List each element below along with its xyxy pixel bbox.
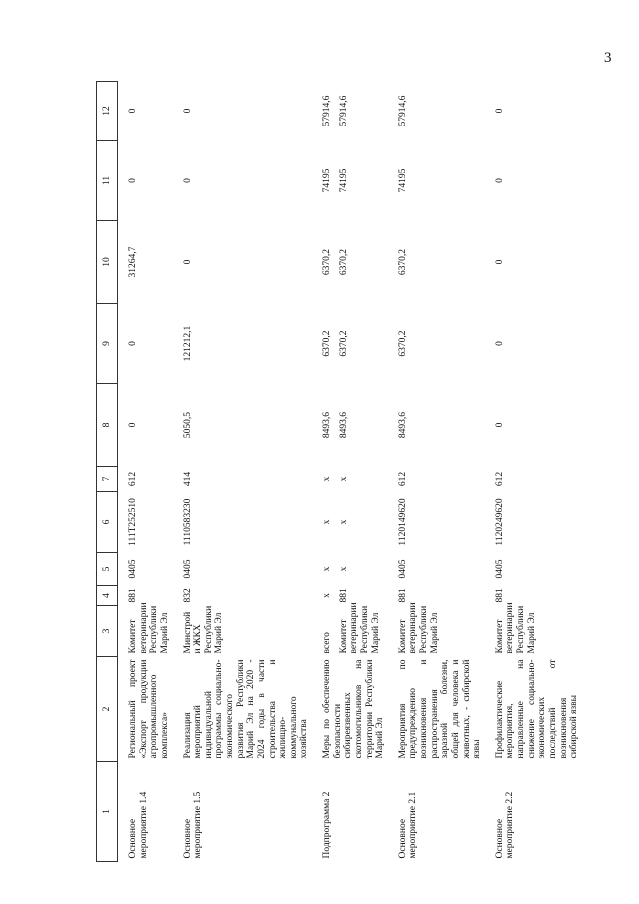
- table-row: [173, 82, 313, 862]
- cell-value: 8493,6: [322, 411, 332, 439]
- cell-value: 74195: [397, 168, 408, 193]
- table-row: [485, 82, 582, 862]
- col-header: 2: [97, 657, 118, 762]
- cell-value: 0: [494, 108, 505, 114]
- cell-value: 31264,7: [128, 246, 138, 278]
- row-executor: всего: [322, 632, 332, 654]
- cell-value: 0: [494, 341, 505, 346]
- cell-value: 881: [494, 588, 505, 603]
- cell-value: 1120149620: [397, 498, 408, 546]
- header-row: [97, 82, 118, 862]
- col-header: 1: [97, 762, 118, 862]
- cell-value: 0: [182, 178, 193, 183]
- cell-value: 0: [128, 422, 138, 428]
- cell-value: 57914,6: [322, 95, 332, 127]
- col-header: 6: [97, 492, 118, 553]
- col-header: 8: [97, 384, 118, 467]
- cell-value: 881: [338, 588, 349, 603]
- cell-value: 8493,6: [397, 411, 408, 439]
- cell-value: х: [338, 519, 349, 525]
- row-description: Профилактические мероприятия, направленные на снижение социально-экономических последствий от возникновения сибирской язвы: [494, 659, 580, 759]
- budget-table: [96, 81, 582, 862]
- cell-value: 0: [128, 108, 138, 114]
- col-header: 7: [97, 467, 118, 492]
- cell-value: 612: [397, 471, 408, 487]
- table-row: [388, 82, 485, 862]
- cell-value: х: [338, 476, 349, 482]
- cell-value: х: [322, 519, 332, 525]
- cell-value: 8493,6: [338, 411, 349, 439]
- col-header: 4: [97, 586, 118, 606]
- table-row: [312, 82, 337, 862]
- row-executor: Комитет ветеринарии Республики Марий Эл: [128, 602, 170, 654]
- row-description: Мероприятия по предупреждению возникновения и распространения заразной болезни, общей для человека и животных, - сибирской язвы: [397, 659, 483, 759]
- cell-value: 1120249620: [494, 498, 505, 546]
- cell-value: 111T252510: [128, 498, 138, 546]
- table-row: [118, 82, 173, 862]
- col-header: 9: [97, 304, 118, 384]
- cell-value: 6370,2: [397, 330, 408, 357]
- row-label: Основное мероприятие 1.5: [182, 791, 204, 859]
- col-header: 5: [97, 553, 118, 586]
- row-label: Основное мероприятие 2.2: [494, 791, 516, 859]
- cell-value: 6370,2: [397, 248, 408, 276]
- cell-value: х: [322, 476, 332, 482]
- cell-value: 414: [182, 471, 193, 487]
- cell-value: х: [322, 566, 332, 572]
- cell-value: 832: [182, 588, 193, 603]
- cell-value: 0405: [494, 559, 505, 579]
- col-header: 12: [97, 82, 118, 141]
- cell-value: 121212,1: [182, 325, 193, 362]
- cell-value: 0: [128, 341, 138, 346]
- row-label: Подпрограмма 2: [322, 791, 332, 859]
- cell-value: 57914,6: [338, 95, 349, 127]
- cell-value: 6370,2: [322, 330, 332, 357]
- row-label: [337, 762, 388, 862]
- cell-value: х: [322, 593, 332, 598]
- row-label: Основное мероприятие 1.4: [128, 791, 149, 859]
- cell-value: 881: [128, 588, 138, 603]
- row-executor: Комитет ветеринарии Республики Марий Эл: [397, 602, 440, 654]
- row-description: Меры по обеспечению безопасности сибиреязвенных скотомогильников на территории Республики Марий Эл: [322, 659, 386, 759]
- page-number: 3: [604, 50, 612, 66]
- row-executor: Минстрой и ЖКХ Республики Марий Эл: [182, 605, 225, 654]
- cell-value: 0405: [397, 559, 408, 579]
- cell-value: 6370,2: [338, 248, 349, 276]
- cell-value: 6370,2: [322, 248, 332, 276]
- rotated-table-container: [96, 82, 580, 862]
- cell-value: 74195: [338, 168, 349, 193]
- col-header: 11: [97, 141, 118, 221]
- col-header: 10: [97, 221, 118, 304]
- cell-value: 0405: [182, 559, 193, 579]
- row-description: Реализация мероприятий индивидуальной программы социально-экономического развития Республики Марий Эл на 2020 - 2024 годы в части строительства и жилищно-коммунального хозяйства: [182, 659, 310, 759]
- cell-value: 0: [182, 108, 193, 114]
- row-label: Основное мероприятие 2.1: [397, 791, 419, 859]
- cell-value: х: [338, 566, 349, 572]
- cell-value: 612: [128, 471, 138, 487]
- cell-value: 1110583230: [182, 498, 193, 546]
- cell-value: 57914,6: [397, 95, 408, 127]
- cell-value: 5050,5: [182, 411, 193, 439]
- cell-value: 0: [128, 178, 138, 183]
- cell-value: 6370,2: [338, 330, 349, 357]
- cell-value: 0405: [128, 559, 138, 579]
- cell-value: 881: [397, 588, 408, 603]
- cell-value: 0: [494, 178, 505, 183]
- col-header: 3: [97, 606, 118, 657]
- row-description: Региональный проект «Экспорт продукции агропромышленного комплекса»: [128, 659, 170, 759]
- cell-value: 0: [494, 259, 505, 265]
- cell-value: 0: [494, 422, 505, 428]
- cell-value: 612: [494, 471, 505, 487]
- row-executor: Комитет ветеринарии Республики Марий Эл: [338, 602, 381, 654]
- cell-value: 0: [182, 259, 193, 265]
- row-executor: Комитет ветеринарии Республики Марий Эл: [494, 602, 537, 654]
- cell-value: 74195: [322, 168, 332, 193]
